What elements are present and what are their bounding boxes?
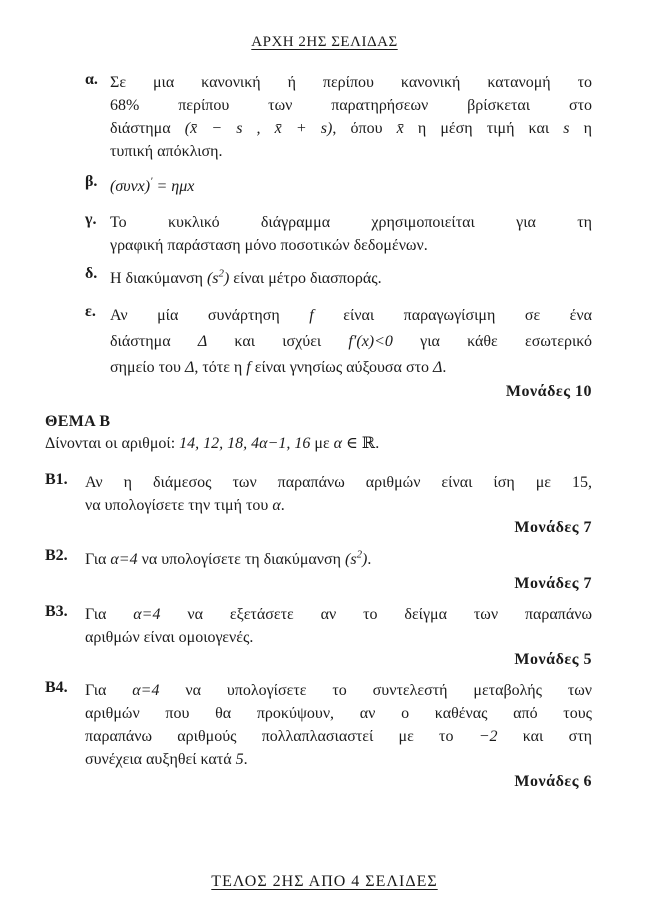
question-b2-body: Για α=4 να υπολογίσετε τη διακύμανση $(s^2)$.: [85, 548, 372, 568]
question-epsilon-label: ε.: [85, 303, 96, 320]
question-gamma-label: γ.: [85, 211, 97, 228]
question-b1-body: Αν η διάμεσος των παραπάνω αριθμών είναι ίση με 15, να υπολογίσετε την τιμή του α.: [85, 474, 592, 514]
question-b2-label: Β2.: [45, 547, 68, 564]
question-beta: [85, 173, 592, 201]
question-beta-body: (συνx)′ = ημx: [110, 175, 195, 195]
question-gamma-body: Το κυκλικό διάγραμμα χρησιμοποιείται για τη γραφική παράσταση μόνο ποσοτικών δεδομένων.: [110, 214, 592, 254]
theme-b-title: ΘΕΜΑ Β: [45, 413, 111, 430]
page-header-text: ΑΡΧΗ 2ΗΣ ΣΕΛΙΔΑΣ: [251, 34, 398, 50]
question-beta-label: β.: [85, 173, 98, 190]
question-delta-label: δ.: [85, 265, 98, 282]
question-b3-label: Β3.: [45, 603, 68, 620]
marks-section-a: Μονάδες 10: [505, 383, 592, 400]
page-footer: [0, 873, 649, 917]
marks-b2: Μονάδες 7: [514, 575, 592, 592]
question-b2: [45, 547, 592, 573]
question-epsilon: [85, 303, 592, 381]
question-gamma: [85, 211, 592, 257]
page-footer-text: ΤΕΛΟΣ 2ΗΣ ΑΠΟ 4 ΣΕΛΙΔΕΣ: [211, 873, 438, 890]
question-b3: [45, 603, 592, 649]
question-alpha-label: α.: [85, 71, 98, 88]
marks-b1: Μονάδες 7: [514, 519, 592, 536]
question-b4-body: Για α=4 να υπολογίσετε το συντελεστή μεταβολής των αριθμών που θα προκύψουν, αν ο καθένας από τους παραπάνω αριθμούς πολλαπλασιαστεί με το −2 και στη συνέχεια αυξηθεί κατά 5.: [85, 682, 593, 768]
question-alpha: [85, 71, 592, 163]
question-b1: [45, 471, 592, 517]
marks-b4: Μονάδες 6: [514, 773, 592, 790]
question-b4-label: Β4.: [45, 679, 68, 696]
page-header: [0, 34, 649, 51]
question-epsilon-body: Αν μία συνάρτηση f είναι παραγωγίσιμη σε ένα διάστημα Δ και ισχύει f′(x)<0 για κάθε εσωτερικό σημείο του Δ, τότε η f είναι γνησίως αύξουσα στο Δ.: [110, 307, 593, 376]
theme-b-intro: Δίνονται οι αριθμοί: 14, 12, 18, 4α−1, 16 με α ∈ ℝ.: [45, 435, 380, 452]
page-content: [0, 51, 649, 791]
question-alpha-body: Σε μια κανονική ή περίπου κανονική κατανομή το 68% περίπου των παρατηρήσεων βρίσκεται στο διάστημα (x̄ − s , x̄ + s), όπου x̄ η μέση τιμή και s η τυπική απόκλιση.: [110, 74, 593, 160]
question-b1-label: Β1.: [45, 471, 68, 488]
question-delta-body: Η διακύμανση $(s^2)$ είναι μέτρο διασποράς.: [110, 267, 382, 287]
question-b4: [45, 679, 592, 771]
question-b3-body: Για α=4 να εξετάσετε αν το δείγμα των παραπάνω αριθμών είναι ομοιογενές.: [85, 606, 593, 646]
marks-b3: Μονάδες 5: [514, 651, 592, 668]
question-delta: [85, 265, 592, 293]
